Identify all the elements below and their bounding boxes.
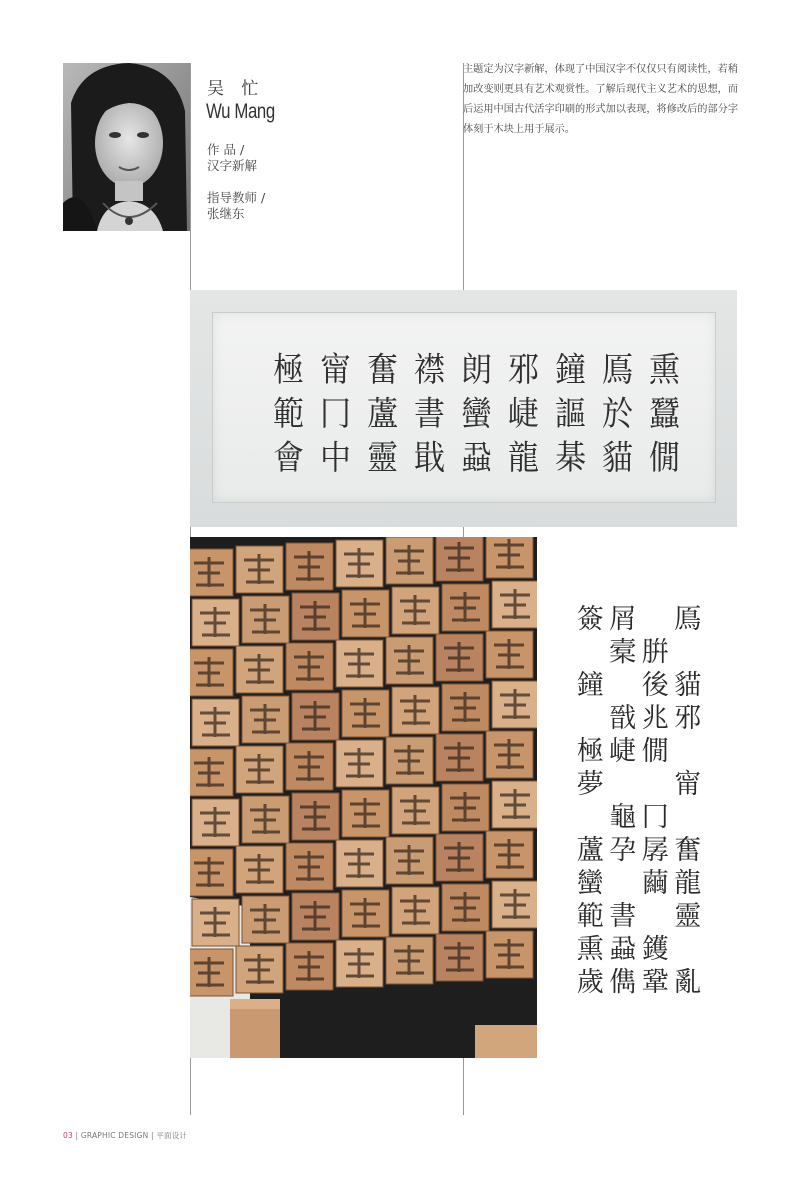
framed-char: 鳫 [602, 350, 633, 390]
framed-char: 於 [602, 394, 633, 434]
scattered-character-grid [574, 603, 704, 999]
scatter-char [672, 933, 705, 966]
framed-char: 極 [273, 350, 304, 390]
framed-char: 奮 [367, 350, 398, 390]
scatter-char-row [574, 603, 704, 636]
scatter-char: 歲 [576, 967, 604, 998]
scatter-char: 極 [576, 736, 604, 767]
scatter-char: 崨 [609, 736, 637, 767]
portrait-image [63, 63, 190, 231]
scatter-char [607, 867, 640, 900]
scatter-char: 書 [609, 901, 637, 932]
work-label: 作 品 / [207, 142, 245, 157]
scatter-char: 儁 [609, 967, 637, 998]
framed-char: 龍 [508, 438, 539, 478]
framed-char: 棊 [555, 438, 586, 478]
scatter-char: 簽 [576, 604, 604, 635]
scatter-char-row [574, 702, 704, 735]
framed-char: 書 [414, 394, 445, 434]
student-name-english: Wu Mang [206, 100, 275, 123]
teacher-label: 指导教师 / [207, 190, 266, 205]
scatter-char: 僩 [641, 736, 669, 767]
framed-char: 朗 [461, 350, 492, 390]
framed-char: 邪 [508, 350, 539, 390]
scatter-char: 鞏 [641, 967, 669, 998]
scatter-char: 龜 [609, 802, 637, 833]
framed-char: 謳 [555, 394, 586, 434]
scatter-char: 蝨 [609, 934, 637, 965]
framed-char: 甯 [320, 350, 351, 390]
student-name-chinese: 吴 忙 [207, 79, 265, 99]
scatter-char: 奮 [674, 835, 702, 866]
framed-char: 範 [273, 394, 304, 434]
scatter-char: 蘆 [576, 835, 604, 866]
teacher-name: 张继东 [207, 206, 245, 221]
scatter-char-row [574, 801, 704, 834]
framed-type-display [190, 290, 737, 527]
scatter-char [607, 768, 640, 801]
scatter-char: 戩 [609, 703, 637, 734]
framed-char-row [265, 392, 688, 436]
framed-char-row [265, 348, 688, 392]
framed-char: 襟 [414, 350, 445, 390]
framed-character-grid [265, 348, 688, 480]
scatter-char [574, 801, 607, 834]
scatter-char-row [574, 933, 704, 966]
wood-blocks-image [190, 537, 537, 1058]
framed-char: 鐘 [555, 350, 586, 390]
scatter-char: 夢 [576, 769, 604, 800]
framed-char: 中 [320, 438, 351, 478]
scatter-char: 蠻 [576, 868, 604, 899]
scatter-char: 鐘 [576, 670, 604, 701]
framed-char: 冂 [320, 394, 351, 434]
scatter-char: 邪 [674, 703, 702, 734]
scatter-char: 熏 [576, 934, 604, 965]
scatter-char-row [574, 735, 704, 768]
scatter-char-row [574, 966, 704, 999]
framed-char: 靈 [367, 438, 398, 478]
scatter-char: 冂 [641, 802, 669, 833]
scatter-char [672, 735, 705, 768]
page-number: 03 [63, 1131, 73, 1140]
scatter-char [639, 603, 672, 636]
scatter-char-row [574, 669, 704, 702]
scatter-char-row [574, 867, 704, 900]
scatter-char: 繭 [641, 868, 669, 899]
scatter-char-row [574, 900, 704, 933]
scatter-char: 孕 [609, 835, 637, 866]
framed-char: 僩 [649, 438, 680, 478]
scatter-char: 貓 [674, 670, 702, 701]
page-footer [63, 1130, 187, 1141]
footer-text: | GRAPHIC DESIGN | 平面设计 [72, 1131, 188, 1140]
scatter-char: 鳫 [674, 604, 702, 635]
wood-type-blocks-photo [190, 537, 537, 1058]
framed-char: 熏 [649, 350, 680, 390]
scatter-char: 屑 [609, 604, 637, 635]
scatter-char [672, 801, 705, 834]
framed-char: 戢 [414, 438, 445, 478]
scatter-char [574, 636, 607, 669]
scatter-char: 槖 [609, 637, 637, 668]
scatter-char-row [574, 636, 704, 669]
scatter-char: 範 [576, 901, 604, 932]
framed-char-row [265, 436, 688, 480]
scatter-char: 腁 [641, 637, 669, 668]
scatter-char: 龍 [674, 868, 702, 899]
scatter-char: 靈 [674, 901, 702, 932]
scatter-char [672, 636, 705, 669]
scatter-char: 兆 [641, 703, 669, 734]
scatter-char: 後 [641, 670, 669, 701]
framed-char: 會 [273, 438, 304, 478]
scatter-char-row [574, 834, 704, 867]
framed-char: 蠶 [649, 394, 680, 434]
scatter-char: 亂 [674, 967, 702, 998]
intro-paragraph: 主题定为汉字新解，体现了中国汉字不仅仅只有阅读性，若稍加改变则更具有艺术观赏性。了解后现代主义艺术的思想，而后运用中国古代活字印刷的形式加以表现，将修改后的部分字体刻于木块上用于展示。 [463, 64, 739, 135]
scatter-char: 甯 [674, 769, 702, 800]
scatter-char-row [574, 768, 704, 801]
framed-char: 貓 [602, 438, 633, 478]
scatter-char [639, 768, 672, 801]
framed-char: 崨 [508, 394, 539, 434]
framed-char: 蘆 [367, 394, 398, 434]
framed-char: 蠻 [461, 394, 492, 434]
scatter-char [639, 900, 672, 933]
scatter-char: 孱 [641, 835, 669, 866]
work-title: 汉字新解 [207, 158, 258, 173]
framed-char: 蝨 [461, 438, 492, 478]
scatter-char [607, 669, 640, 702]
scatter-char [574, 702, 607, 735]
portrait-photo [63, 63, 190, 231]
scatter-char: 鑊 [641, 934, 669, 965]
